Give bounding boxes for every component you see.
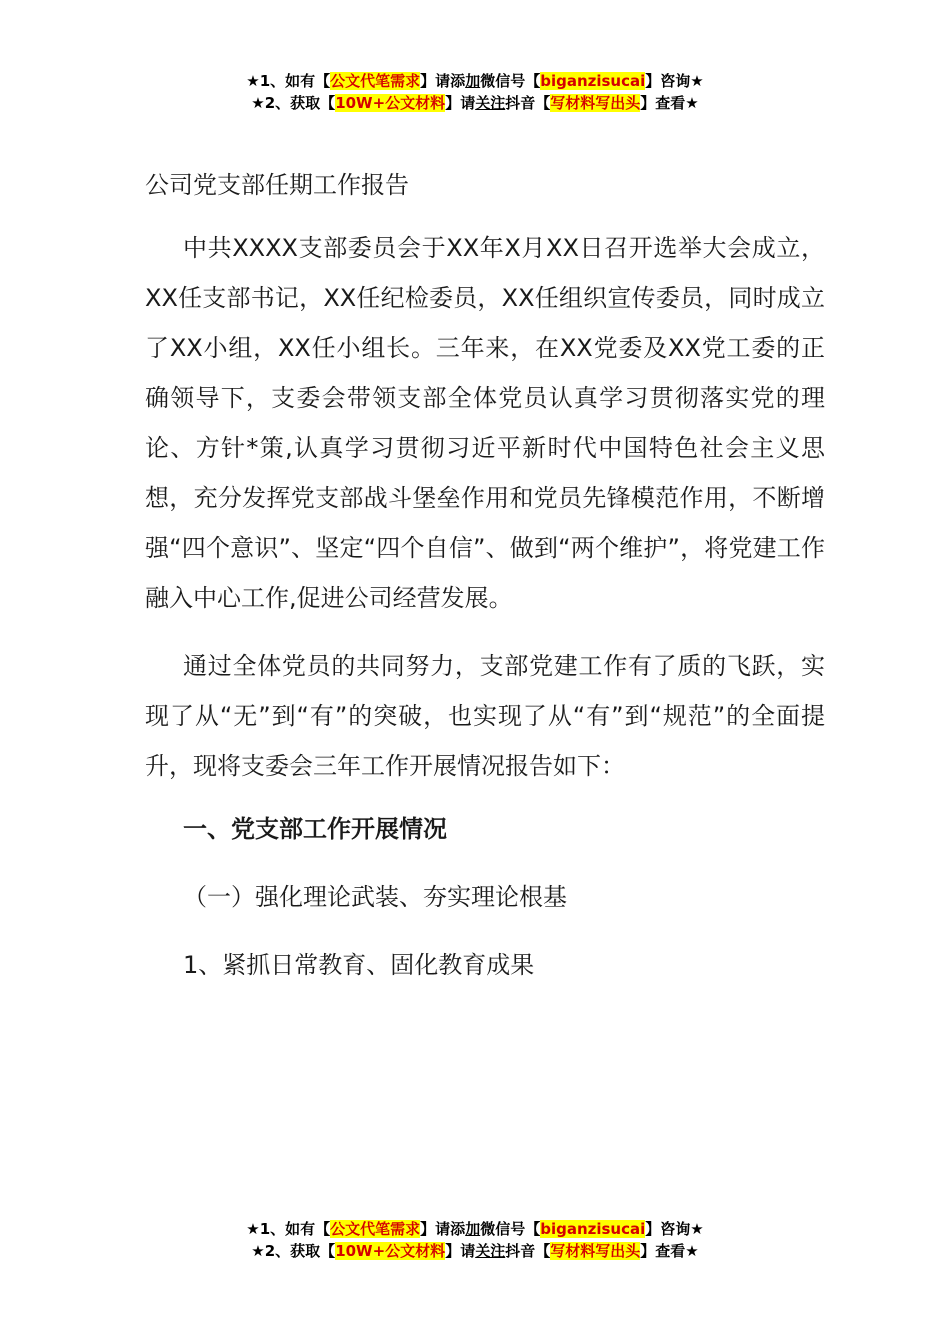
banner-text: 】咨询★ [645, 1220, 704, 1238]
body-paragraph: 通过全体党员的共同努力，支部党建工作有了质的飞跃，实现了从“无”到“有”的突破，也实现了从“有”到“规范”的全面提升，现将支委会三年工作开展情况报告如下： [145, 652, 825, 780]
banner-text: 】咨询★ [645, 72, 704, 90]
banner-text: 】请添 [420, 1220, 466, 1238]
banner-underline: 关注 [475, 94, 506, 112]
banner-text: 微信号【 [480, 72, 541, 90]
banner-underline: 加 [465, 72, 481, 90]
banner-text: 】查看★ [640, 1242, 699, 1260]
banner-text: ★2、获取【 [251, 94, 336, 112]
banner-highlight: 10W+公文材料 [335, 1242, 446, 1260]
banner-text: ★1、如有【 [246, 1220, 331, 1238]
item-heading: 1、紧抓日常教育、固化教育成果 [183, 951, 535, 979]
banner-line-1 [0, 1218, 950, 1240]
banner-highlight: biganzisucai [540, 1220, 646, 1238]
banner-text: 】请 [445, 1242, 476, 1260]
banner-text: ★2、获取【 [251, 1242, 336, 1260]
banner-highlight: 写材料写出头 [550, 1242, 641, 1260]
banner-underline: 关注 [475, 1242, 506, 1260]
banner-line-1 [0, 70, 950, 92]
banner-highlight: 公文代笔需求 [330, 1220, 421, 1238]
header-banner [0, 70, 950, 114]
banner-text: 】查看★ [640, 94, 699, 112]
document-title: 公司党支部任期工作报告 [145, 171, 409, 199]
banner-text: 微信号【 [480, 1220, 541, 1238]
banner-highlight: 10W+公文材料 [335, 94, 446, 112]
banner-underline: 加 [465, 1220, 481, 1238]
banner-line-2 [0, 92, 950, 114]
subsection-heading: （一）强化理论武装、夯实理论根基 [183, 883, 567, 911]
banner-text: 抖音【 [505, 94, 551, 112]
section-heading: 一、党支部工作开展情况 [183, 815, 447, 843]
banner-highlight: 写材料写出头 [550, 94, 641, 112]
footer-banner [0, 1218, 950, 1262]
banner-text: 抖音【 [505, 1242, 551, 1260]
banner-text: 】请 [445, 94, 476, 112]
banner-highlight: biganzisucai [540, 72, 646, 90]
body-paragraph: 中共XXXX支部委员会于XX年X月XX日召开选举大会成立，XX任支部书记，XX任纪检委员，XX任组织宣传委员，同时成立了XX小组，XX任小组长。三年来，在XX党委及XX党工委的正确领导下，支委会带领支部全体党员认真学习贯彻落实党的理论、方针*策,认真学习贯彻习近平新时代中国特色社会主义思想，充分发挥党支部战斗堡垒作用和党员先锋模范作用，不断增强“四个意识”、坚定“四个自信”、做到“两个维护”，将党建工作融入中心工作,促进公司经营发展。 [145, 234, 825, 612]
banner-line-2 [0, 1240, 950, 1262]
banner-text: ★1、如有【 [246, 72, 331, 90]
document-body [145, 165, 825, 1013]
banner-text: 】请添 [420, 72, 466, 90]
banner-highlight: 公文代笔需求 [330, 72, 421, 90]
